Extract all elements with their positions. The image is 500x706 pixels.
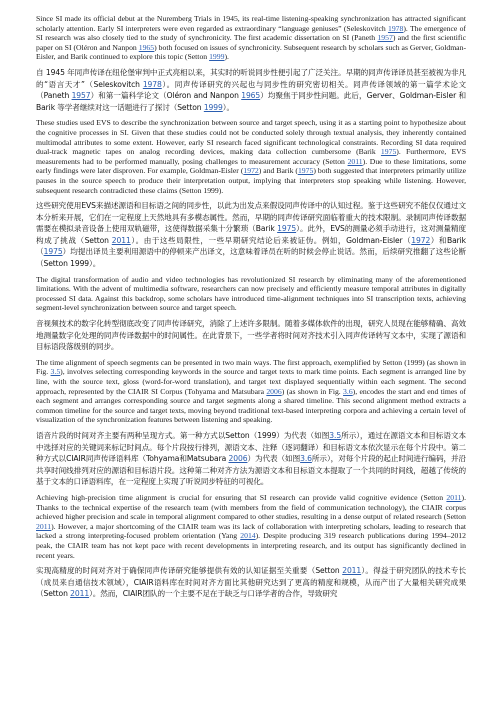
paragraph-text: ）和第一篇科学论文（Oléron and Nanpon — [90, 91, 242, 101]
paragraph-text: ）。同声传译研究的兴起也与同步性的研究密切相关。同声传译领域的第一篇学术论文（Paneth — [36, 79, 466, 101]
citation-link[interactable]: 2011 — [36, 521, 52, 531]
chinese-paragraph — [36, 200, 466, 270]
citation-link[interactable]: 1965 — [241, 91, 261, 101]
english-paragraph — [36, 358, 466, 425]
paragraph-text: ), involves selecting corresponding keywords in the source and target texts to mark time points. Each segment is arranged line by line, with the source text, gloss (word-for-word translation), and target text displayed sequentially within each segment. The second approach, represented by the CIAIR SI Corpus (Tohyama and Matsubara — [36, 367, 466, 396]
english-paragraph — [36, 118, 466, 195]
citation-link[interactable]: 2006 — [228, 454, 248, 464]
paragraph-text: Achieving high-precision time alignment is crucial for ensuring that SI research can provide valid cognitive evidence (Setton — [36, 492, 447, 502]
citation-link[interactable]: 1978 — [142, 79, 162, 89]
english-paragraph — [36, 493, 466, 560]
paragraph-text: ）。 — [222, 102, 234, 112]
citation-link[interactable]: 3.6 — [300, 454, 312, 464]
citation-link[interactable]: 1978 — [387, 23, 404, 33]
paragraph-text: ). Furthermore, EVS measurements had to be performed manually, posing challenges to measurement accuracy (Setton — [36, 147, 466, 166]
paragraph-text: ）。此外，EVS的测量必须手动进行，这对测量精度构成了挑战（Setton — [36, 224, 466, 245]
paragraph-text: ）均提出译员主要利用源语中的停顿来产出译文，这意味着译员在听的时候会停止说话。然而，后续研究推翻了这些论断（Setton 1999）。 — [36, 247, 466, 269]
english-paragraph — [36, 275, 466, 313]
paragraph-text: ) and the first scientific paper on SI (Oléron and Nanpon — [36, 33, 466, 52]
citation-link[interactable]: 1965 — [138, 42, 155, 52]
citation-link[interactable]: 2011 — [347, 156, 363, 166]
citation-link[interactable]: 2014 — [240, 531, 256, 541]
citation-link[interactable]: 3.5 — [329, 430, 342, 440]
paragraph-text: ). — [224, 52, 229, 62]
citation-link[interactable]: 1957 — [71, 91, 91, 101]
paragraph-text: 这些研究使用EVS来描述源语和目标语之间的同步性，以此为出发点来假设同声传译中的认知过程。鉴于这些研究不能仅仅通过文本分析来开展，它们在一定程度上天然地具有多模态属性。然而，早期的同声传译研究面临着重大的技术限制。录制同声传译数据需要在模拟录音设备上使用双轨磁带，这使得数据采集十分繁琐（Barik — [36, 201, 466, 234]
citation-link[interactable]: 1972 — [411, 235, 431, 245]
paragraph-text: ). However, a major shortcoming of the CIAIR team was its lack of collaboration with interpreting scholars, leading to research that lacked a strong interpreting-focused problem orientation (Yang — [36, 521, 466, 541]
citation-link[interactable]: 2011 — [446, 492, 462, 502]
paragraph-text: ), encodes the start and end times of each segment and arranges corresponding source and target segments along a shared timeline. This second alignment method extracts a common timeline for the source and target texts, moving beyond traditional text-based interpreting corpora and achieving a certain level of visualization of the synchronization features between listening and speaking. — [36, 386, 466, 425]
chinese-paragraph — [36, 67, 466, 113]
paragraph-text: Since SI made its official debut at the Nuremberg Trials in 1945, its real-time listening-speaking synchronization has attracted significant scholarly attention. Early SI interpreters were even regarded as extraordinary “language geniuses” (Seleskovitch — [36, 14, 466, 33]
chinese-paragraph — [36, 430, 466, 488]
citation-link[interactable]: 1975 — [43, 247, 63, 257]
paragraph-text: 音视频技术的数字化转型彻底改变了同声传译研究，消除了上述许多限制。随着多媒体软件的出现，研究人员现在能够精确、高效地测量数字化处理的同声传译数据中的时间属性。在此背景下，一些学者将时间对齐技术引入同声传译转写文本中，实现了源语和目标语段落级别的同步。 — [36, 319, 466, 352]
paragraph-text: ）和Barik（ — [36, 235, 466, 257]
paragraph-text: ) and Barik ( — [258, 166, 298, 176]
citation-link[interactable]: 1957 — [377, 33, 393, 43]
citation-link[interactable]: 1975 — [277, 224, 297, 234]
citation-link[interactable]: 1999 — [209, 52, 225, 62]
citation-link[interactable]: 3.6 — [343, 386, 353, 396]
paragraph-text: ）为代表（如图 — [247, 454, 301, 464]
paragraph-text: ). Thanks to the technical expertise of the research team (with members from the field of communication technology), the CIAIR corpus achieved higher precision and scale in temporal alignment compared to other studies, resulting in a dense output of related research (Setton — [36, 492, 466, 522]
paragraph-text: These studies used EVS to describe the synchronization between source and target speech, using it as a starting point to hypothesize about the cognitive processes in SI. Given that these studies could not be conducted solely through textual analysis, they inherently contained multimodal attributes to some extent. However, early SI research faced significant technological constraints. Recording SI data required dual-track magnetic tapes on analog recording devices, making data collection cumbersome (Barik — [36, 118, 466, 157]
citation-link[interactable]: 1999 — [203, 102, 223, 112]
paragraph-text: 所示），通过在源语文本和目标语文本中选择对应的关键词来标记时间点。每个片段按行排列，源语文本、注释（逐词翻译）和目标语文本依次显示在每个片段中。第二种方式以CIAIR同声传译语料库（Tohyama和Matsubara — [36, 430, 466, 464]
chinese-paragraph — [36, 565, 466, 600]
citation-link[interactable]: 1975 — [380, 147, 397, 157]
citation-link[interactable]: 1975 — [297, 166, 314, 176]
citation-link[interactable]: 2011 — [342, 566, 362, 576]
paragraph-text: ）。得益于研究团队的技术专长（成员来自通信技术领域），CIAIR语料库在时间对齐方面比其他研究达到了更高的精度和规模，从而产出了大量相关研究成果（Setton — [36, 566, 466, 599]
paragraph-text: ) both focused on issues of synchronicity. Subsequent research by scholars such as Gerver, Goldman-Eisler, and Barik continued to explore this topic (Setton — [36, 42, 466, 62]
english-paragraph — [36, 14, 466, 62]
paragraph-text: ）均聚焦于同步性问题。此后，Gerver、Goldman-Eisler 和 Barik 等学者继续对这一话题进行了探讨（Setton — [36, 91, 466, 112]
paragraph-text: ）。由于这些局限性，一些早期研究结论后来被证伪。例如，Goldman-Eisler（ — [130, 235, 412, 245]
paragraph-text: The time alignment of speech segments can be presented in two main ways. The first approach, exemplified by Setton (1999) (as shown in Fig. — [36, 357, 466, 377]
paragraph-text: ) (as shown in Fig. — [281, 386, 344, 396]
paragraph-text: The digital transformation of audio and video technologies has revolutionized SI research by eliminating many of the aforementioned limitations. With the advent of multimedia software, researchers can now precisely and efficiently measure temporal attributes in digitally processed SI data. Against this backdrop, some scholars have introduced time-alignment techniques into SI transcription texts, achieving segment-level synchronization between source and target speech. — [36, 274, 466, 313]
citation-link[interactable]: 1972 — [243, 166, 259, 176]
paragraph-text: 语音片段的时间对齐主要有两种呈现方式。第一种方式以Setton（1999）为代表（如图 — [36, 430, 330, 440]
chinese-paragraph — [36, 318, 466, 353]
citation-link[interactable]: 3.5 — [50, 367, 61, 377]
paragraph-text: ). Due to these limitations, some early findings were later disproven. For example, Goldman-Eisler ( — [36, 156, 466, 176]
citation-link[interactable]: 2011 — [111, 235, 131, 245]
paragraph-text: ) both suggested that interpreters primarily utilize pauses in the source speech to produce their interpretation output, implying that interpreters stop speaking while listening. However, subsequent research contradicted these claims (Setton 1999). — [36, 166, 466, 195]
citation-link[interactable]: 2011 — [70, 589, 90, 599]
paragraph-text: ). Despite producing 319 research publications during 1994–2012 peak, the CIAIR team has not kept pace with recent developments in interpreting research, and its output has significantly declined in recent years. — [36, 531, 466, 560]
paragraph-text: 所示），对每个片段的起止时间进行编码，并沿共享时间线排列对应的源语和目标语片段。这种第二种对齐方法为源语文本和目标语文本提取了一个共同的时间线，超越了传统的基于文本的口译语料库，在一定程度上实现了听说同步特征的可视化。 — [36, 454, 466, 487]
paragraph-text: ). The emergence of SI research was also closely tied to the study of synchronicity. The first academic dissertation on SI (Paneth — [36, 23, 466, 43]
paragraph-text: ）。然而，CIAIR团队的一个主要不足在于缺乏与口译学者的合作，导致研究 — [89, 589, 338, 599]
paragraph-text: 自 1945 年同声传译在纽伦堡审判中正式亮相以来，其实时的听说同步性便引起了广泛关注。早期的同声传译译员甚至被视为非凡的“语言天才”（Seleskovitch — [36, 67, 466, 89]
paragraph-text: 实现高精度的时间对齐对于确保同声传译研究能够提供有效的认知证据至关重要（Setton — [36, 566, 343, 576]
paper-page — [36, 14, 466, 706]
citation-link[interactable]: 2006 — [266, 386, 282, 396]
